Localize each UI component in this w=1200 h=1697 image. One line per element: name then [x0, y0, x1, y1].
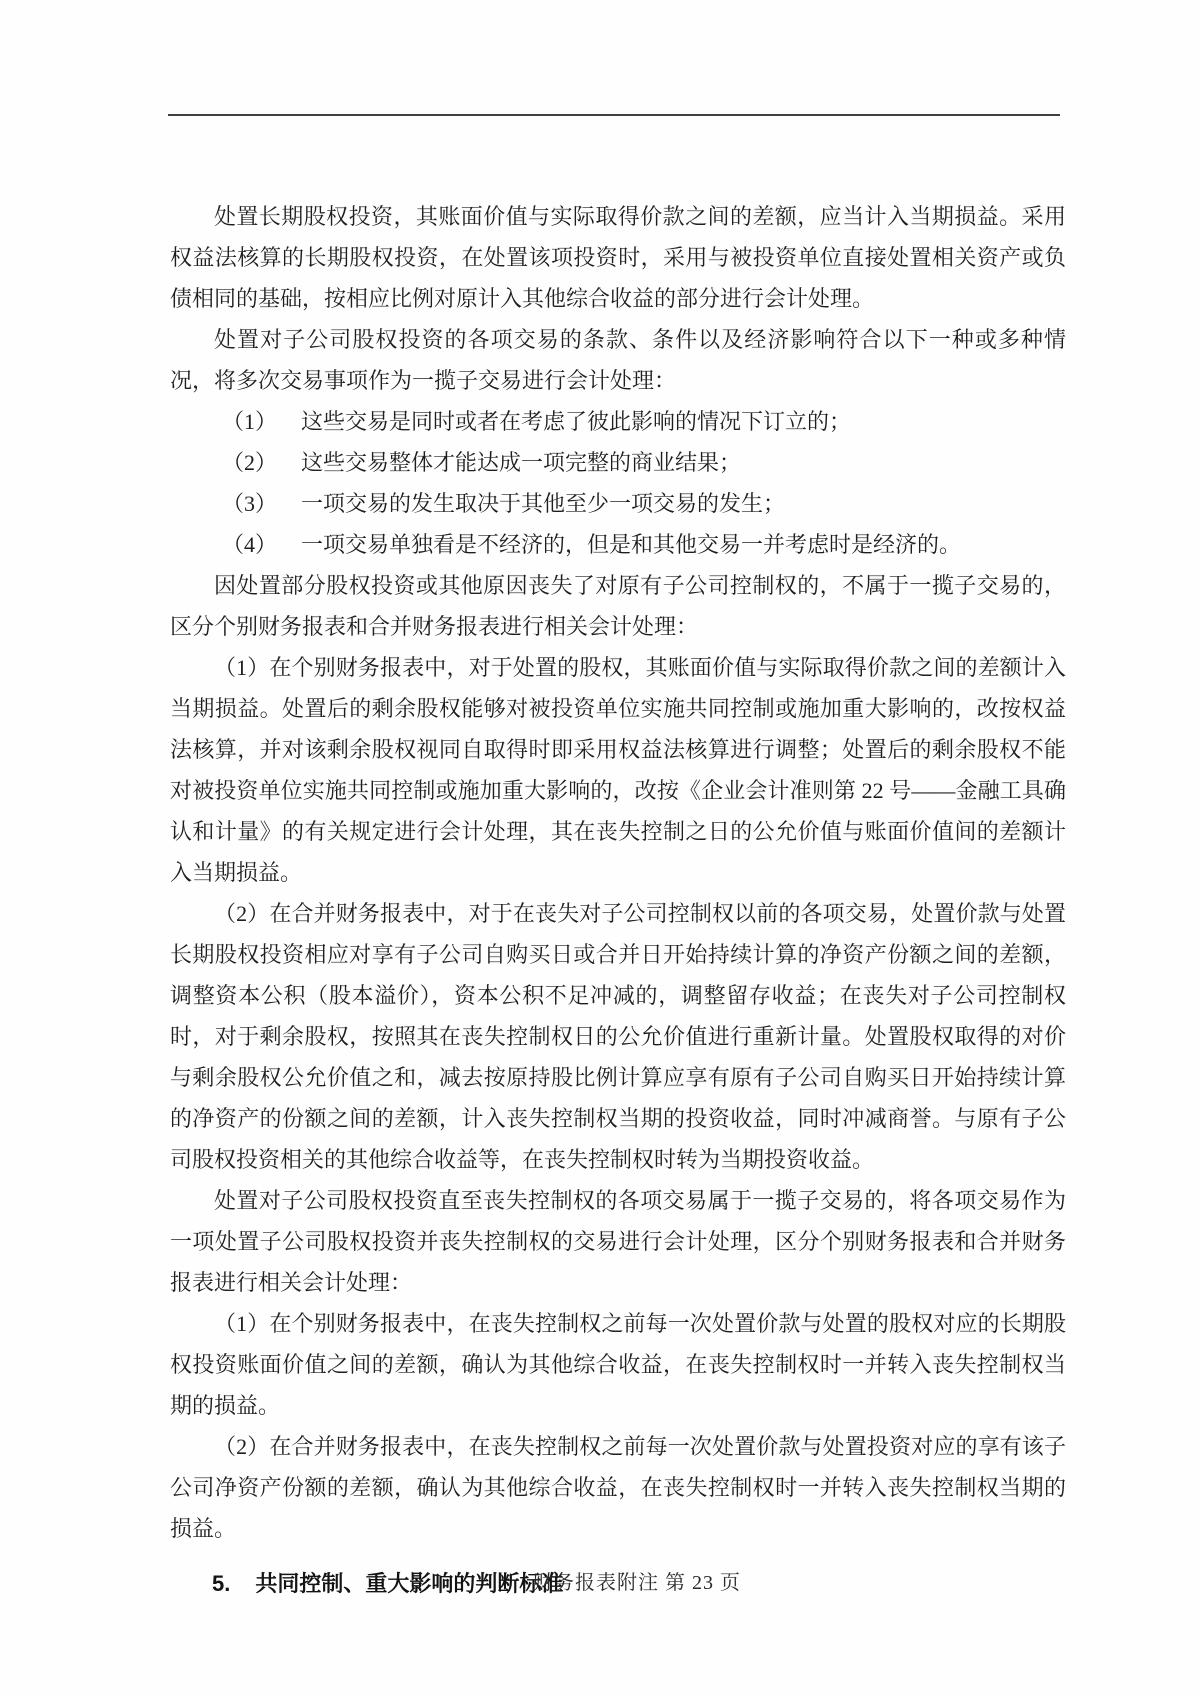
paragraph-separate-statements-package: （1）在个别财务报表中，在丧失控制权之前每一次处置价款与处置的股权对应的长期股权投资账面价值之间的差额，确认为其他综合收益，在丧失控制权时一并转入丧失控制权当期的损益。 [170, 1311, 1066, 1418]
paragraph-separate-statements: （1）在个别财务报表中，对于处置的股权，其账面价值与实际取得价款之间的差额计入当期损益。处置后的剩余股权能够对被投资单位实施共同控制或施加重大影响的，改按权益法核算，并对该剩余股权视同自取得时即采用权益法核算进行调整；处置后的剩余股权不能对被投资单位实施共同控制或施加重大影响的，改按《企业会计准则第 22 号——金融工具确认和计量》的有关规定进行会计处理，其在丧失控制之日的公允价值与账面价值间的差额计入当期损益。 [170, 655, 1066, 885]
paragraph-disposal-general: 处置长期股权投资，其账面价值与实际取得价款之间的差额，应当计入当期损益。采用权益法核算的长期股权投资，在处置该项投资时，采用与被投资单位直接处置相关资产或负债相同的基础，按相应比例对原计入其他综合收益的部分进行会计处理。 [170, 204, 1066, 311]
section-heading-text: 共同控制、重大影响的判断标准 [255, 1571, 564, 1596]
list-item-text: 这些交易整体才能达成一项完整的商业结果； [301, 450, 742, 475]
list-item-text: 一项交易单独看是不经济的，但是和其他交易一并考虑时是经济的。 [301, 532, 962, 557]
list-item-3 [170, 483, 1066, 524]
paragraph-loss-of-control-intro: 因处置部分股权投资或其他原因丧失了对原有子公司控制权的，不属于一揽子交易的，区分个别财务报表和合并财务报表进行相关会计处理： [170, 573, 1066, 639]
list-item-text: 一项交易的发生取决于其他至少一项交易的发生； [301, 491, 786, 516]
list-item-text: 这些交易是同时或者在考虑了彼此影响的情况下订立的； [301, 409, 852, 434]
page-footer: 财务报表附注 第 23 页 [533, 1572, 741, 1594]
list-item-4 [170, 524, 1066, 565]
list-item-2 [170, 442, 1066, 483]
document-body [170, 196, 1066, 1604]
section-heading-number: 5. [212, 1571, 231, 1596]
header-rule [168, 114, 1060, 116]
paragraph-consolidated-statements: （2）在合并财务报表中，对于在丧失对子公司控制权以前的各项交易，处置价款与处置长期股权投资相应对享有子公司自购买日或合并日开始持续计算的净资产份额之间的差额，调整资本公积（股本溢价），资本公积不足冲减的，调整留存收益；在丧失对子公司控制权时，对于剩余股权，按照其在丧失控制权日的公允价值进行重新计量。处置股权取得的对价与剩余股权公允价值之和，减去按原持股比例计算应享有原有子公司自购买日开始持续计算的净资产的份额之间的差额，计入丧失控制权当期的投资收益，同时冲减商誉。与原有子公司股权投资相关的其他综合收益等，在丧失控制权时转为当期投资收益。 [170, 901, 1066, 1172]
list-item-number: （1） [222, 409, 278, 434]
paragraph-package-deal-loss-of-control: 处置对子公司股权投资直至丧失控制权的各项交易属于一揽子交易的，将各项交易作为一项处置子公司股权投资并丧失控制权的交易进行会计处理，区分个别财务报表和合并财务报表进行相关会计处理： [170, 1188, 1066, 1295]
list-item-number: （2） [222, 450, 278, 475]
list-item-number: （3） [222, 491, 278, 516]
paragraph-consolidated-statements-package: （2）在合并财务报表中，在丧失控制权之前每一次处置价款与处置投资对应的享有该子公司净资产份额的差额，确认为其他综合收益，在丧失控制权时一并转入丧失控制权当期的损益。 [170, 1434, 1066, 1541]
paragraph-package-deal-intro: 处置对子公司股权投资的各项交易的条款、条件以及经济影响符合以下一种或多种情况，将多次交易事项作为一揽子交易进行会计处理： [170, 327, 1066, 393]
list-item-number: （4） [222, 532, 278, 557]
list-item-1 [170, 401, 1066, 442]
